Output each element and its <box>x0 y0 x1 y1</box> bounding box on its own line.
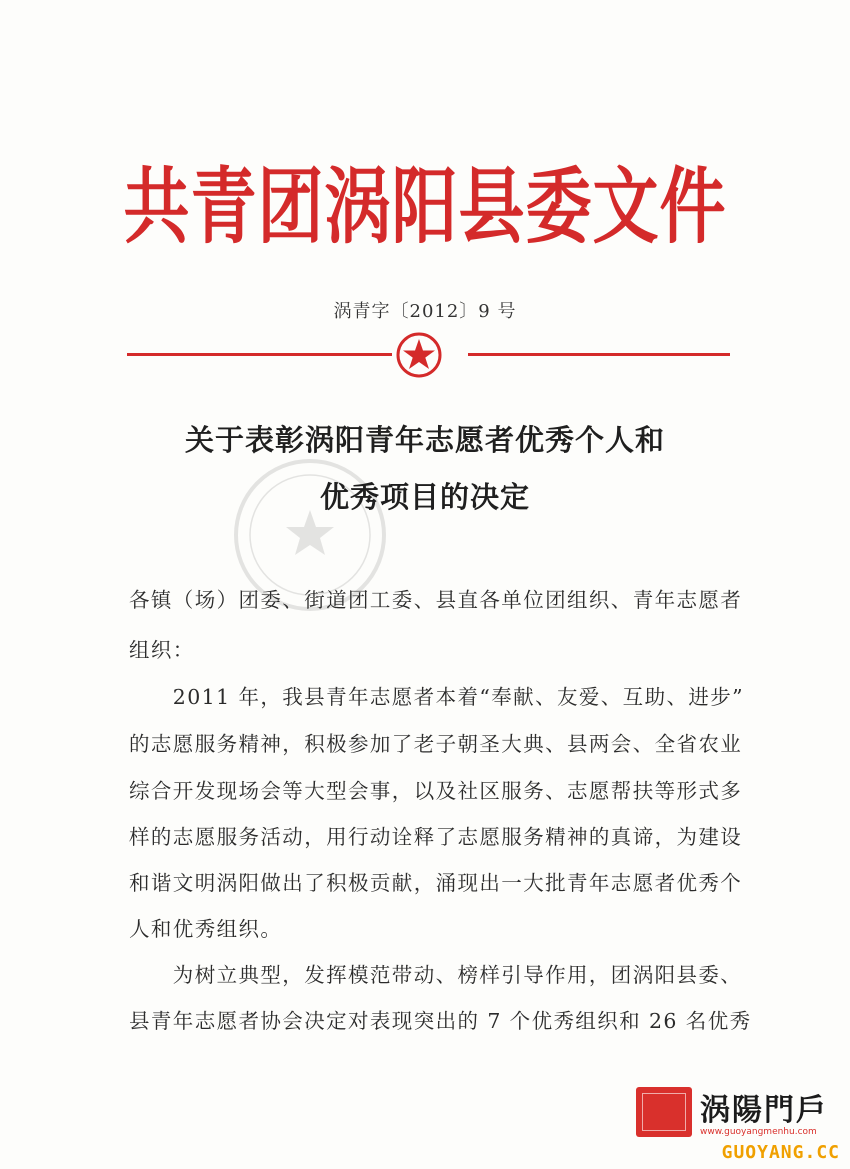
red-divider-right <box>468 353 730 356</box>
decision-title-line-2: 优秀项目的决定 <box>319 480 530 514</box>
body-line: 组织： <box>129 638 195 662</box>
body-line: 为树立典型，发挥模范带动、榜样引导作用，团涡阳县委、 <box>129 963 743 987</box>
document-number: 涡青字〔2012〕9 号 <box>333 301 517 322</box>
red-divider-left <box>127 353 392 356</box>
body-line: 2011 年，我县青年志愿者本着“奉献、友爱、互助、进步” <box>129 685 745 709</box>
document-header-title: 共青团涡阳县委文件 <box>123 158 727 255</box>
body-line: 和谐文明涡阳做出了积极贡献，涌现出一大批青年志愿者优秀个 <box>129 871 743 895</box>
watermark-url: www.guoyangmenhu.com <box>700 1127 817 1137</box>
body-line: 综合开发现场会等大型会事，以及社区服务、志愿帮扶等形式多 <box>129 779 743 803</box>
decision-title-line-1: 关于表彰涡阳青年志愿者优秀个人和 <box>184 423 665 457</box>
red-star-emblem-icon <box>396 332 442 378</box>
body-line: 各镇（场）团委、街道团工委、县直各单位团组织、青年志愿者 <box>129 588 743 612</box>
site-watermark <box>630 1071 840 1163</box>
body-line: 样的志愿服务活动，用行动诠释了志愿服务精神的真谛，为建设 <box>129 825 743 849</box>
watermark-brand: 涡陽門戶 <box>700 1093 828 1128</box>
body-line: 的志愿服务精神，积极参加了老子朝圣大典、县两会、全省农业 <box>129 732 743 756</box>
watermark-stamp-icon <box>636 1087 692 1137</box>
body-line: 人和优秀组织。 <box>129 917 283 941</box>
body-line: 县青年志愿者协会决定对表现突出的 7 个优秀组织和 26 名优秀 <box>129 1009 752 1033</box>
watermark-domain: GUOYANG.CC <box>721 1142 840 1163</box>
